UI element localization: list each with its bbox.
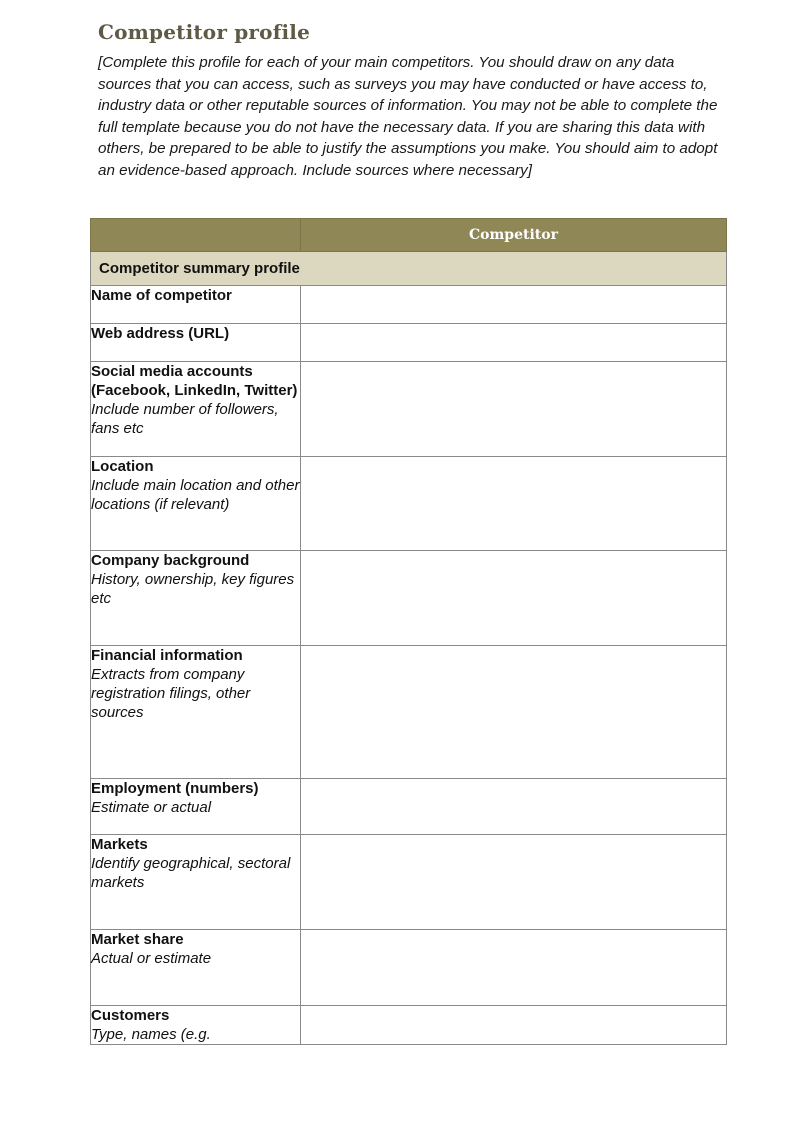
row-label: Financial information (91, 647, 243, 664)
customers-field[interactable] (301, 1006, 727, 1045)
row-label-cell (91, 324, 301, 362)
row-hint: Include main location and other locations (if relevant) (91, 477, 300, 513)
row-label-cell (91, 930, 301, 1006)
table-row-name (91, 286, 727, 324)
row-label-cell (91, 457, 301, 551)
table-row-customers (91, 1006, 727, 1045)
row-label: Customers (91, 1007, 170, 1024)
row-hint: Include number of followers, fans etc (91, 401, 279, 437)
social-media-field[interactable] (301, 362, 727, 457)
row-label: Location (91, 458, 154, 475)
markets-field[interactable] (301, 835, 727, 930)
row-label: Employment (numbers) (91, 780, 259, 797)
row-hint: Estimate or actual (91, 799, 212, 816)
row-label-cell (91, 1006, 301, 1045)
section-title: Competitor summary profile (91, 252, 727, 286)
competitor-profile-table (90, 218, 727, 1045)
row-label: Company background (91, 552, 250, 569)
header-blank-cell (91, 219, 301, 252)
row-hint: Extracts from company registration filings, other sources (91, 666, 251, 721)
section-row (91, 252, 727, 286)
table-row-markets (91, 835, 727, 930)
table-row-web (91, 324, 727, 362)
row-label-cell (91, 551, 301, 646)
row-label: Web address (URL) (91, 325, 230, 342)
web-address-field[interactable] (301, 324, 727, 362)
table-row-company-background (91, 551, 727, 646)
table-row-financial (91, 646, 727, 779)
row-label: Markets (91, 836, 148, 853)
company-background-field[interactable] (301, 551, 727, 646)
page-title: Competitor profile (98, 20, 311, 44)
row-label: Social media accounts (Facebook, LinkedIn, Twitter) (91, 363, 298, 399)
row-label: Name of competitor (91, 287, 232, 304)
header-competitor: Competitor (301, 219, 727, 252)
row-hint: History, ownership, key figures etc (91, 571, 295, 607)
table-row-social (91, 362, 727, 457)
row-label-cell (91, 779, 301, 835)
market-share-field[interactable] (301, 930, 727, 1006)
row-label-cell (91, 286, 301, 324)
employment-field[interactable] (301, 779, 727, 835)
row-hint: Identify geographical, sectoral markets (91, 855, 291, 891)
intro-instructions: [Complete this profile for each of your main competitors. You should draw on any data sources that you can access, such as surveys you may have conducted or have access to, industry data or other reputable sources of information. You may not be able to complete the full template because you do not have the necessary data. If you are sharing this data with others, be prepared to be able to justify the assumptions you make. You should aim to adopt an evidence-based approach. Include sources where necessary] (98, 54, 718, 179)
location-field[interactable] (301, 457, 727, 551)
table-row-employment (91, 779, 727, 835)
row-label: Market share (91, 931, 184, 948)
row-label-cell (91, 835, 301, 930)
row-label-cell (91, 646, 301, 779)
row-hint: Actual or estimate (91, 950, 212, 967)
financial-information-field[interactable] (301, 646, 727, 779)
table-row-location (91, 457, 727, 551)
table-header-row (91, 219, 727, 252)
name-of-competitor-field[interactable] (301, 286, 727, 324)
row-label-cell (91, 362, 301, 457)
table-row-market-share (91, 930, 727, 1006)
row-hint: Type, names (e.g. (91, 1026, 211, 1043)
